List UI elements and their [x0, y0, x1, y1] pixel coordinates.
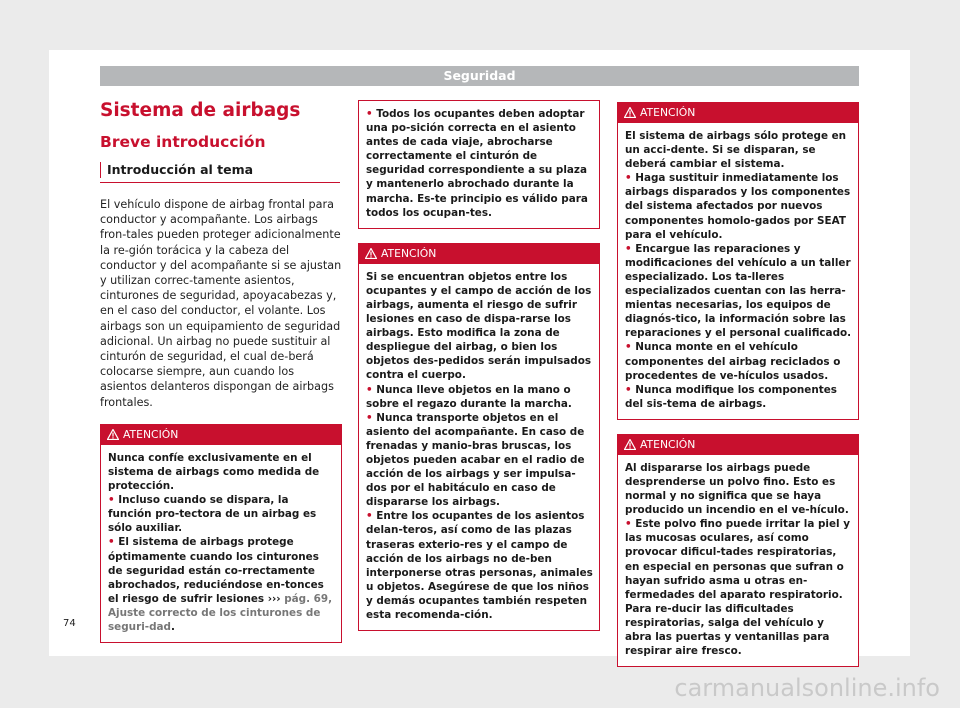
- warning-intro: El sistema de airbags sólo protege en un acci-dente. Si se disparan, se deberá cambiar el sistema.: [625, 130, 847, 171]
- warning-triangle-icon: [107, 429, 119, 440]
- warning-triangle-icon: [624, 439, 636, 450]
- warning-bullet: • Nunca modifique los componentes del sis-tema de airbags.: [625, 383, 837, 410]
- topic-heading-wrap: [100, 162, 342, 178]
- warning-bullet: • Entre los ocupantes de los asientos delan-teros, así como de las plazas traseras exterio-res y el campo de acción de los airbags no de-ben interponerse otras personas, animales u objetos. Asegúrese de que los niños y demás ocupantes también respeten esta recomenda-ción.: [366, 510, 593, 621]
- warning-box-3: [617, 102, 859, 420]
- warning-bullet: • Encargue las reparaciones y modificaciones del vehículo a un taller especializado. Los ta-lleres especializados cuentan con las herra-mientas necesarias, los equipos de diagnós-tico, la información sobre las reparaciones y el personal cualificado.: [625, 242, 852, 340]
- page-number: 74: [63, 618, 76, 629]
- warning-bullet: • El sistema de airbags protege óptimamente cuando los cinturones de seguridad están co-rrectamente abrochados, reduciéndose en-tonces el riesgo de sufrir lesiones ››› pág. 69, Ajuste correcto de los cinturones de seguri-dad.: [108, 536, 333, 633]
- warning-label: ATENCIÓN: [640, 106, 696, 119]
- column-right: [617, 96, 859, 667]
- warning-label: ATENCIÓN: [123, 427, 179, 441]
- warning-bullet: • Incluso cuando se dispara, la función pro-tectora de un airbag es sólo auxiliar.: [108, 494, 317, 535]
- warning-triangle-icon: [365, 248, 377, 259]
- warning-box-2: [358, 243, 600, 631]
- warning-bullet: • Nunca monte en el vehículo componentes del airbag reciclados o procedentes de ve-hículos usados.: [625, 341, 841, 382]
- warning-bullet: • Este polvo fino puede irritar la piel y las mucosas oculares, así como provocar dificul-tades respiratorias, en especial en personas que sufran o hayan sufrido asma u otras en-fermedades del aparato respiratorio. Para re-ducir las dificultades respiratorias, salga del vehículo y abra las puertas y ventanillas para respirar aire fresco.: [625, 518, 850, 658]
- ref-arrow: ›››: [267, 592, 281, 605]
- warning-body: [359, 101, 599, 228]
- warning-header: [618, 103, 858, 123]
- warning-bullet: • Nunca transporte objetos en el asiento del acompañante. En caso de frenadas y manio-bras bruscas, los objetos pueden acabar en el radio de acción de los airbags y ser impulsa-dos por el habitáculo en caso de dispararse los airbags.: [366, 411, 585, 509]
- warning-bullet: • Nunca lleve objetos en la mano o sobre el regazo durante la marcha.: [366, 383, 572, 410]
- intro-paragraph: El vehículo dispone de airbag frontal para conductor y acompañante. Los airbags fron-tales pueden proteger adicionalmente la re-gión torácica y la cabeza del conductor y del acompañante si se ajustan y utilizan correc-tamente asientos, cinturones de seguridad, apoyacabezas y, en el caso del conductor, el volante. Los airbags son un equipamiento de seguridad adicional. Un airbag no puede sustituir al cinturón de seguridad, el cual de-berá colocarse siempre, aun cuando los asientos delanteros dispongan de airbags frontales.: [100, 198, 342, 409]
- warning-intro: Al dispararse los airbags puede desprenderse un polvo fino. Esto es normal y no significa que se haya producido un incendio en el ve-hículo.: [625, 461, 849, 517]
- topic-heading: Introducción al tema: [107, 162, 254, 177]
- warning-box-1: [100, 424, 342, 643]
- warning-body: [618, 455, 858, 666]
- warning-body: [618, 123, 858, 419]
- watermark: carmanualsonline.info: [674, 674, 940, 702]
- warning-triangle-icon: [624, 107, 636, 118]
- warning-body: [101, 445, 341, 642]
- warning-bullet: • Haga sustituir inmediatamente los airbags disparados y los componentes del sistema afectados por nuevos componentes homolo-gados por SEAT para el vehículo.: [625, 172, 851, 241]
- page-reference-link[interactable]: pág. 69, Ajuste correcto de los cinturones de seguri-dad: [108, 592, 333, 633]
- warning-intro: Nunca confíe exclusivamente en el sistema de airbags como medida de protección.: [108, 451, 320, 493]
- warning-label: ATENCIÓN: [640, 437, 696, 451]
- warning-header: [359, 244, 599, 264]
- warning-body: [359, 264, 599, 630]
- warning-box-4: [617, 434, 859, 667]
- warning-header: [101, 425, 341, 445]
- section-subtitle: Breve introducción: [100, 133, 266, 151]
- topic-rule: [100, 182, 340, 183]
- column-middle: [358, 96, 600, 631]
- column-left: [100, 96, 342, 643]
- warning-intro: Si se encuentran objetos entre los ocupantes y el campo de acción de los airbags, aumenta el riesgo de sufrir lesiones en caso de dispa-rarse los airbags. Esto modifica la zona de despliegue del airbag, o bien los objetos des-pedidos serán impulsados contra el cuerpo.: [366, 270, 592, 382]
- topic-marker: [100, 162, 107, 178]
- warning-bullet: • Todos los ocupantes deben adoptar una po-sición correcta en el asiento antes de cada viaje, abrocharse correctamente el cinturón de seguridad correspondiente a su plaza y mantenerlo abrochado durante la marcha. Es-te principio es válido para todos los ocupan-tes.: [366, 108, 588, 219]
- section-header: Seguridad: [100, 66, 859, 86]
- warning-continuation-box: [358, 100, 600, 229]
- warning-label: ATENCIÓN: [381, 246, 437, 260]
- warning-header: [618, 435, 858, 455]
- page-title: Sistema de airbags: [100, 100, 301, 121]
